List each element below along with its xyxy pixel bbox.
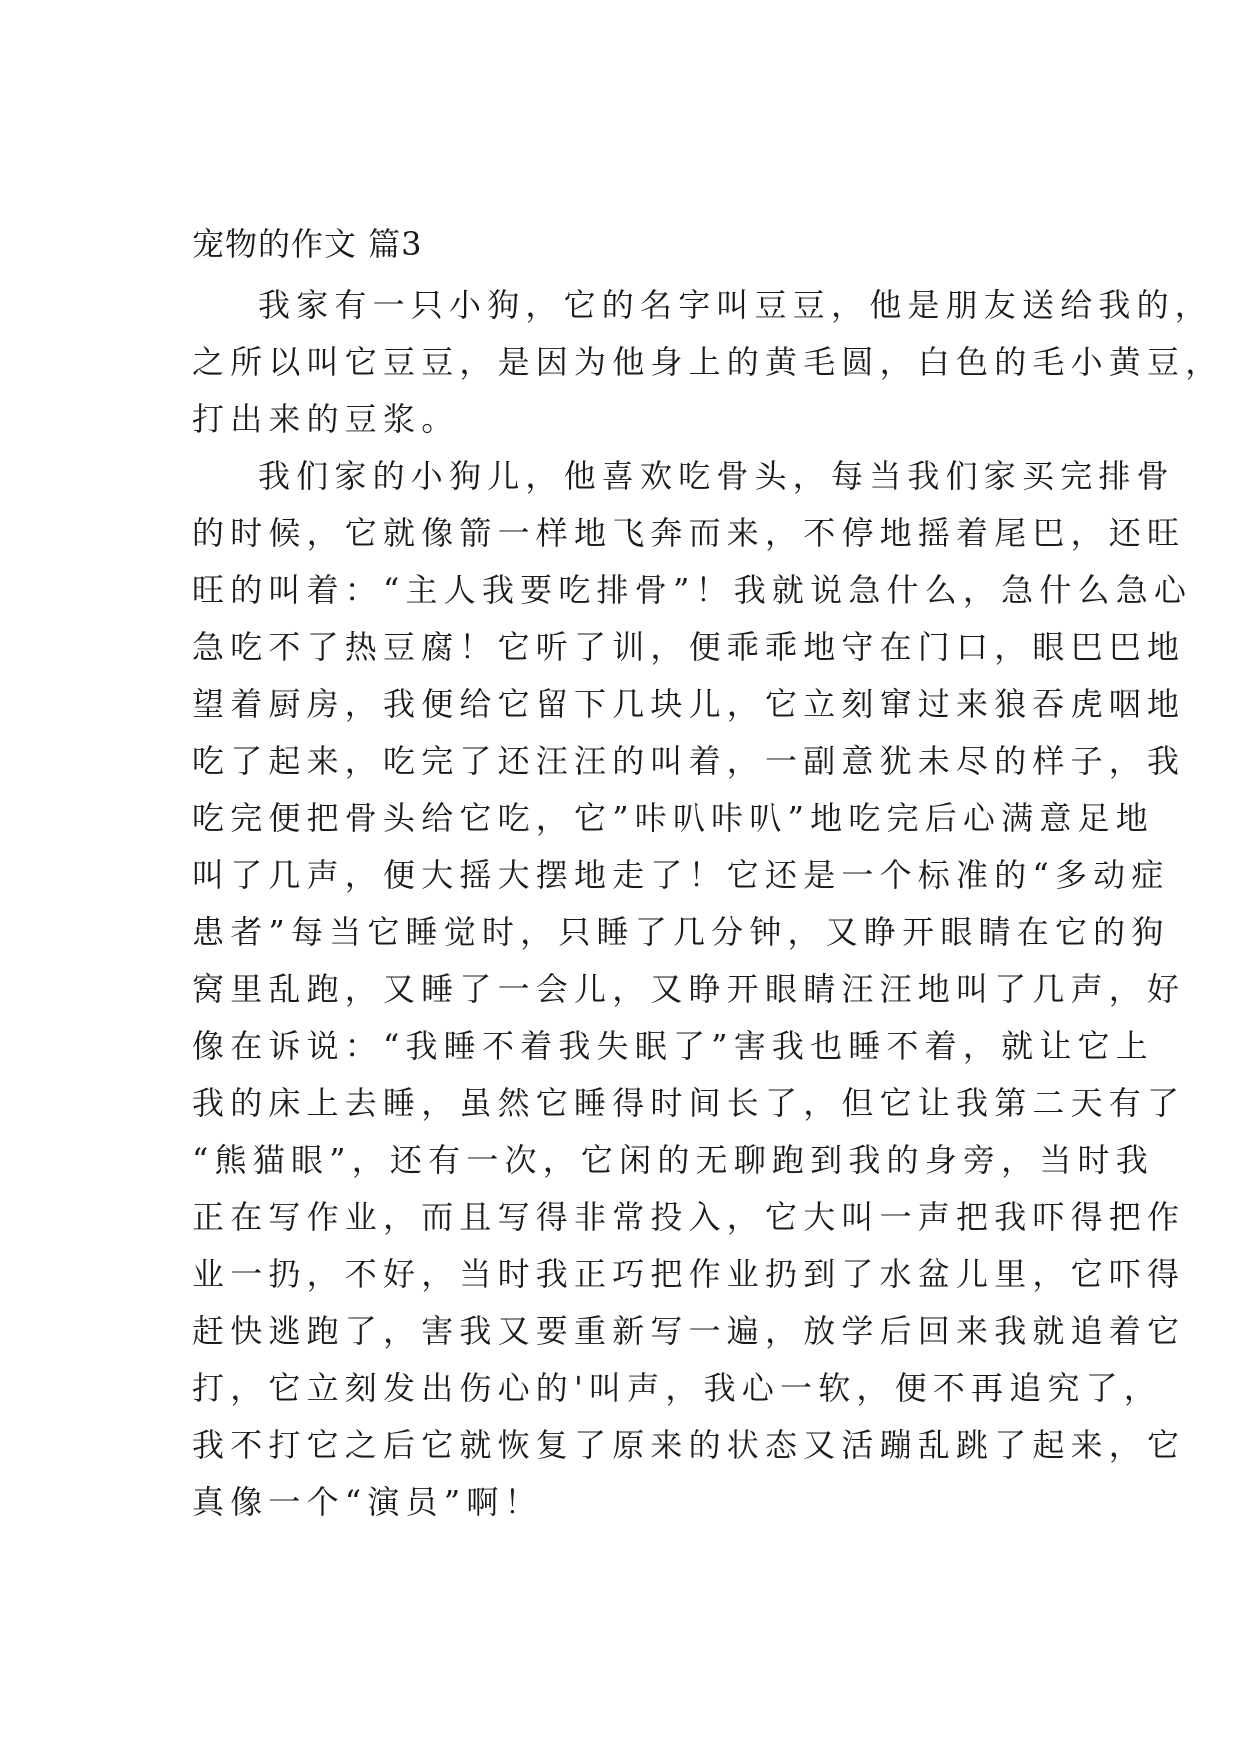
paragraph-1-line-2: 之所以叫它豆豆，是因为他身上的黄毛圆，白色的毛小黄豆，: [192, 343, 1224, 381]
paragraph-1-line-1: 我家有一只小狗，它的名字叫豆豆，他是朋友送给我的，: [258, 286, 1214, 324]
paragraph-2-line-1: 我们家的小狗儿，他喜欢吃骨头，每当我们家买完排骨: [258, 457, 1175, 495]
paragraph-2-line-17: 打，它立刻发出伤心的'叫声，我心一软，便不再追究了，: [192, 1369, 1162, 1407]
paragraph-2-line-13: “熊猫眼”，还有一次，它闲的无聊跑到我的身旁，当时我: [192, 1141, 1154, 1179]
paragraph-2-line-14: 正在写作业，而且写得非常投入，它大叫一声把我吓得把作: [192, 1198, 1186, 1236]
paragraph-2-line-2: 的时候，它就像箭一样地飞奔而来，不停地摇着尾巴，还旺: [192, 514, 1186, 552]
paragraph-2-line-9: 患者”每当它睡觉时，只睡了几分钟，又睁开眼睛在它的狗: [192, 913, 1170, 951]
paragraph-2-line-19: 真像一个“演员”啊！: [192, 1483, 543, 1521]
paragraph-2-line-6: 吃了起来，吃完了还汪汪的叫着，一副意犹未尽的样子，我: [192, 742, 1186, 780]
paragraph-2-line-3: 旺的叫着：“主人我要吃排骨”！我就说急什么，急什么急心: [192, 571, 1193, 609]
paragraph-2-line-4: 急吃不了热豆腐！它听了训，便乖乖地守在门口，眼巴巴地: [192, 628, 1186, 666]
paragraph-2-line-5: 望着厨房，我便给它留下几块儿，它立刻窜过来狼吞虎咽地: [192, 685, 1186, 723]
paragraph-2-line-7: 吃完便把骨头给它吃，它”咔叭咔叭”地吃完后心满意足地: [192, 799, 1154, 837]
paragraph-2-line-10: 窝里乱跑，又睡了一会儿，又睁开眼睛汪汪地叫了几声，好: [192, 970, 1186, 1008]
paragraph-1-line-3: 打出来的豆浆。: [192, 400, 460, 438]
paragraph-2-line-8: 叫了几声，便大摇大摆地走了！它还是一个标准的“多动症: [192, 856, 1170, 894]
paragraph-2-line-12: 我的床上去睡，虽然它睡得时间长了，但它让我第二天有了: [192, 1084, 1186, 1122]
paragraph-2-line-11: 像在诉说：“我睡不着我失眠了”害我也睡不着，就让它上: [192, 1027, 1154, 1065]
essay-title: 宠物的作文 篇3: [192, 225, 423, 263]
paragraph-2-line-18: 我不打它之后它就恢复了原来的状态又活蹦乱跳了起来，它: [192, 1426, 1186, 1464]
paragraph-2-line-15: 业一扔，不好，当时我正巧把作业扔到了水盆儿里，它吓得: [192, 1255, 1186, 1293]
paragraph-2-line-16: 赶快逃跑了，害我又要重新写一遍，放学后回来我就追着它: [192, 1312, 1186, 1350]
